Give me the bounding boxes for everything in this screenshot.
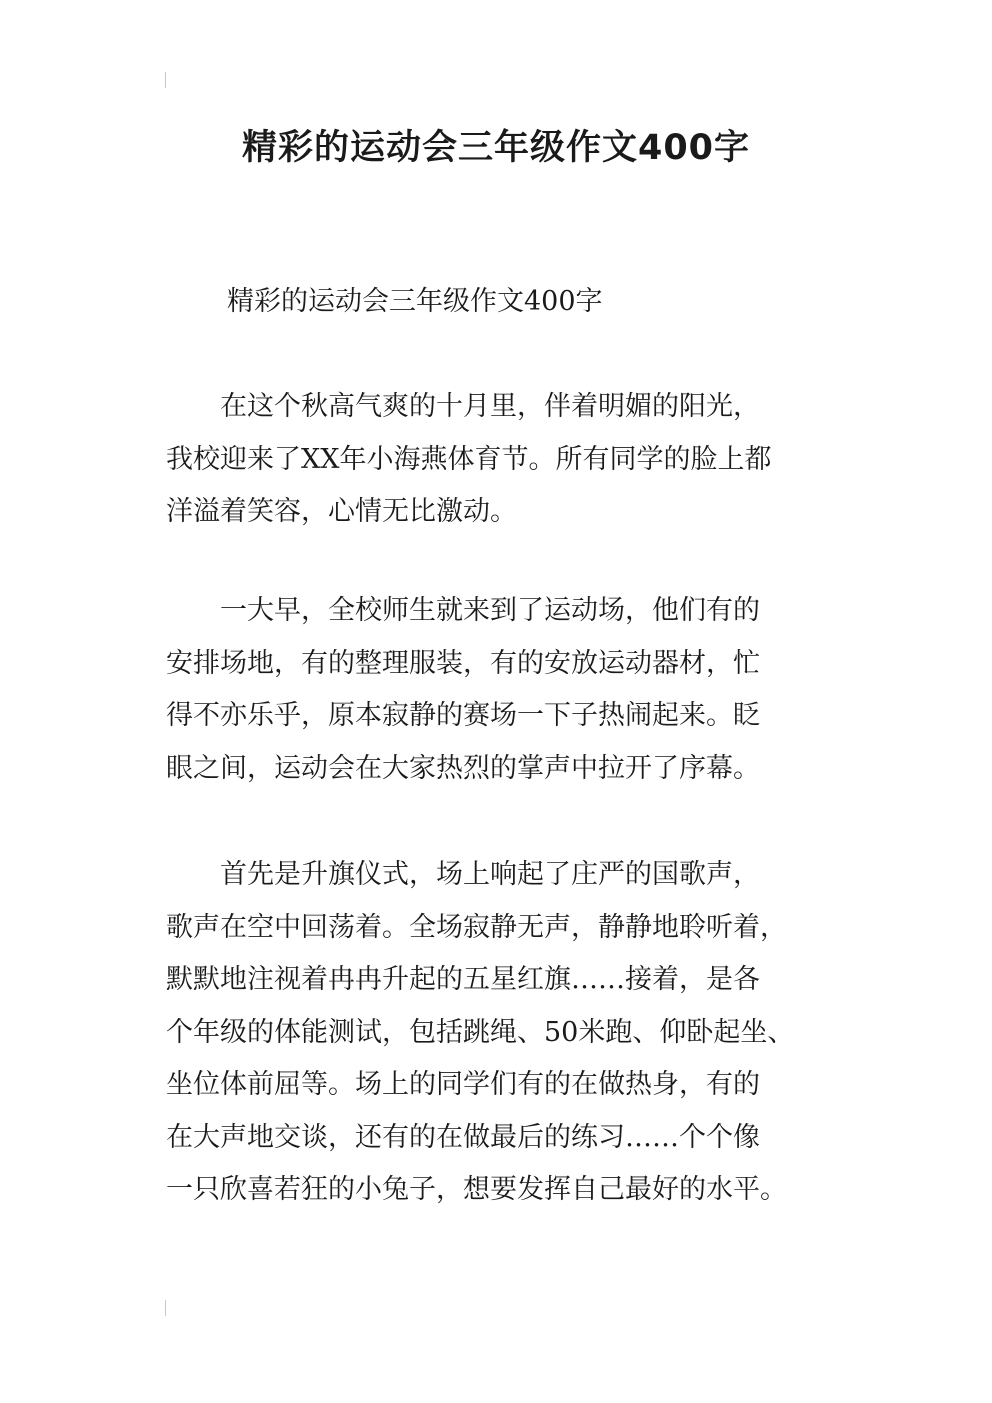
paragraph-1	[166, 381, 831, 539]
paragraph-3	[166, 849, 831, 1217]
paragraph-text: 首先是升旗仪式，场上响起了庄严的国歌声， 歌声在空中回荡着。全场寂静无声，静静地聆听着， 默默地注视着冉冉升起的五星红旗……接着，是各 个年级的体能测试，包括跳绳、50米跑、仰卧起坐、 坐位体前屈等。场上的同学们有的在做热身，有的 在大声地交谈，还有的在做最后的练习……个个像 一只欣喜若狂的小兔子，想要发挥自己最好的水平。	[166, 859, 795, 1205]
paragraph-text: 一大早，全校师生就来到了运动场，他们有的 安排场地，有的整理服装，有的安放运动器材，忙 得不亦乐乎，原本寂静的赛场一下子热闹起来。眨 眼之间，运动会在大家热烈的掌声中拉开了序幕。	[166, 595, 760, 784]
page-corner-mark-bottom	[165, 1300, 166, 1316]
page-corner-mark-top	[165, 72, 166, 88]
paragraph-text: 在这个秋高气爽的十月里，伴着明媚的阳光， 我校迎来了XX年小海燕体育节。所有同学的脸上都 洋溢着笑容，心情无比激动。	[166, 391, 772, 527]
subtitle-text: 精彩的运动会三年级作文400字	[227, 286, 603, 317]
paragraph-2	[166, 585, 831, 795]
document-subtitle	[227, 276, 847, 329]
document-title: 精彩的运动会三年级作文400字	[241, 128, 751, 168]
